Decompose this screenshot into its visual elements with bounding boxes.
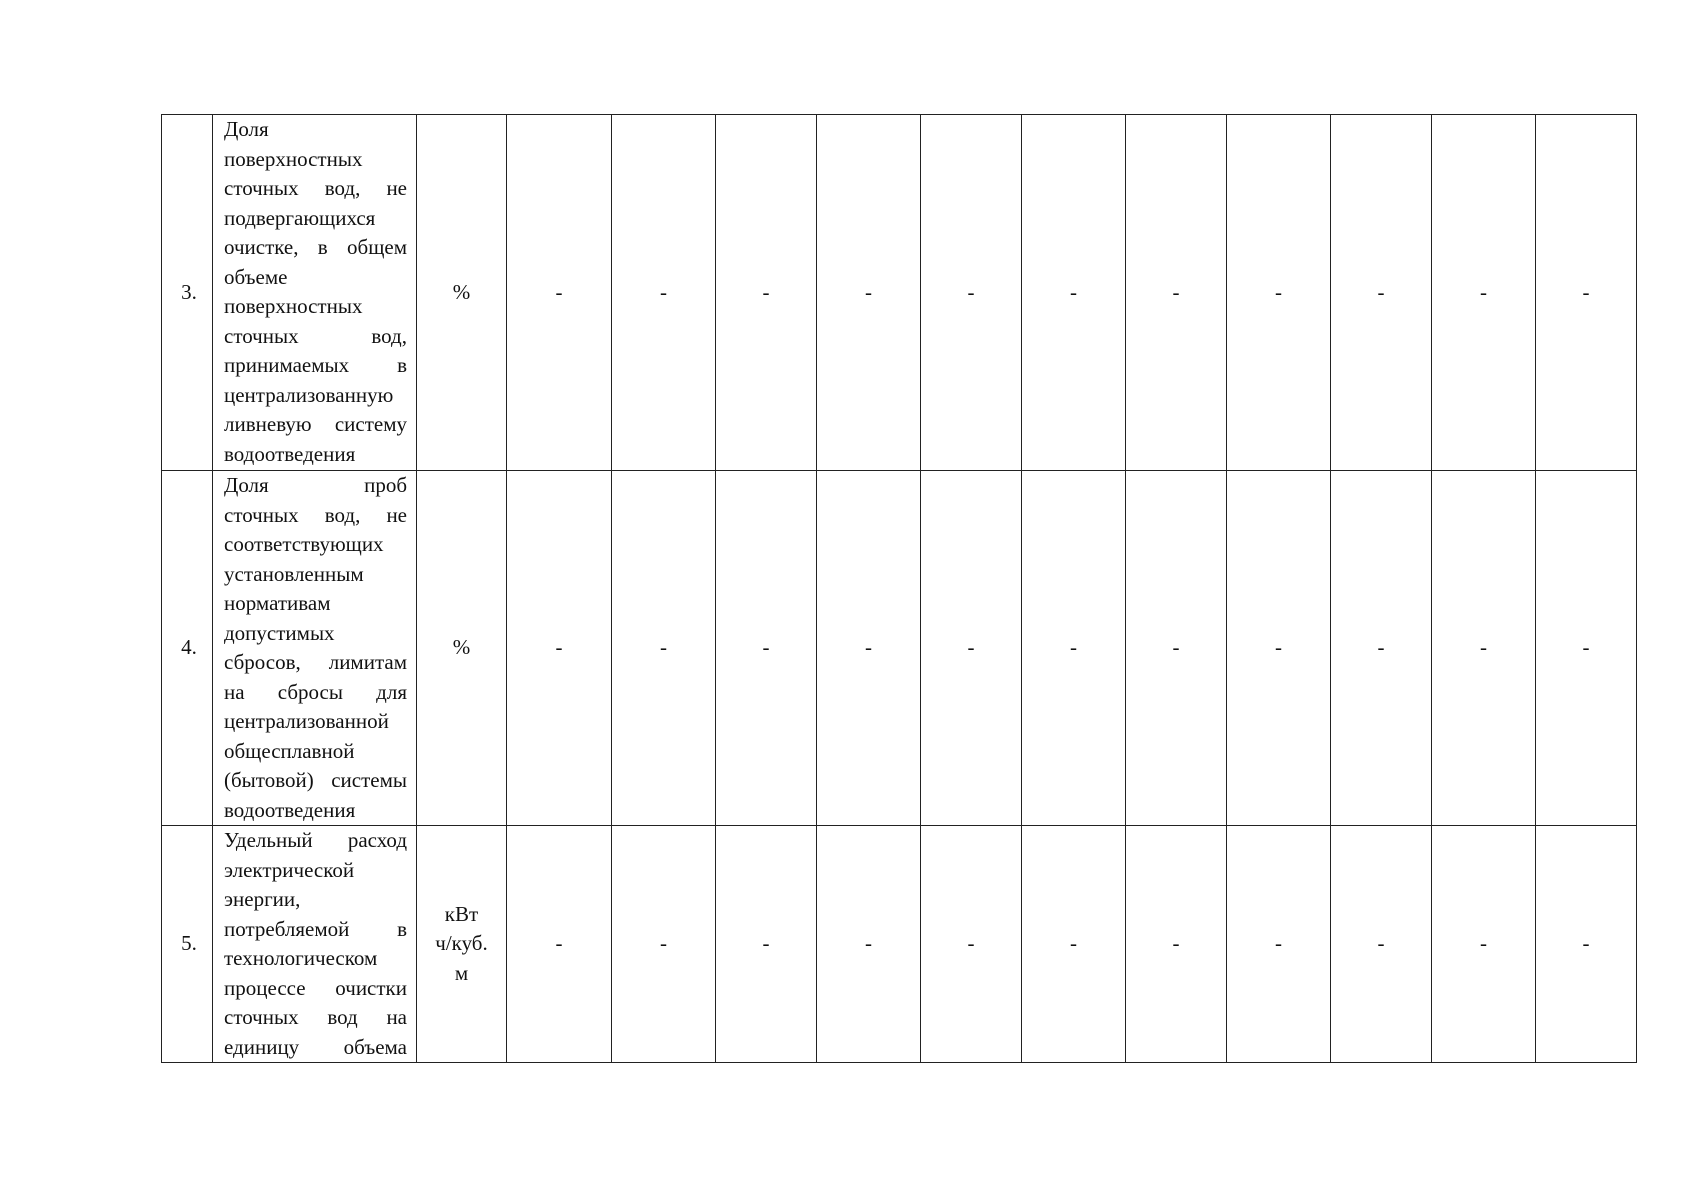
value-cell: - bbox=[1126, 826, 1227, 1063]
unit-line: % bbox=[452, 279, 471, 304]
description-line: энергии, bbox=[224, 887, 301, 911]
description-line: водоотведения bbox=[224, 797, 356, 822]
value-cell: - bbox=[1432, 471, 1536, 826]
table-row bbox=[162, 826, 1637, 1063]
description-line: на сбросы для bbox=[224, 679, 407, 704]
description-line: Удельный расход bbox=[224, 828, 407, 852]
description-line: централизованной bbox=[224, 709, 389, 733]
value-cell: - bbox=[1331, 826, 1432, 1063]
value-cell: - bbox=[507, 471, 612, 826]
unit-line: ч/куб. bbox=[435, 931, 488, 956]
description-line: Доля bbox=[224, 117, 269, 141]
unit-line: м bbox=[454, 960, 469, 985]
description-line: централизованную bbox=[224, 382, 394, 407]
value-cell: - bbox=[921, 826, 1022, 1063]
table-body bbox=[162, 115, 1637, 1063]
value-cell: - bbox=[716, 471, 817, 826]
value-cell: - bbox=[1227, 471, 1331, 826]
description-line: подвергающихся bbox=[224, 205, 376, 230]
description-line: нормативам bbox=[224, 591, 331, 615]
value-cell: - bbox=[1126, 471, 1227, 826]
description-line: сточных вод на bbox=[224, 1005, 407, 1029]
description-line: принимаемых в bbox=[224, 353, 407, 377]
row-description bbox=[213, 471, 417, 826]
value-cell: - bbox=[612, 471, 716, 826]
description-line: (бытовой) системы bbox=[224, 768, 407, 792]
value-cell: - bbox=[1331, 471, 1432, 826]
description-line: технологическом bbox=[224, 946, 378, 970]
description-line: очистке, в общем bbox=[224, 235, 407, 259]
description-line: поверхностных bbox=[224, 294, 363, 318]
description-line: потребляемой в bbox=[224, 916, 407, 941]
value-cell: - bbox=[1022, 471, 1126, 826]
row-unit bbox=[417, 826, 507, 1063]
description-line: электрической bbox=[224, 857, 355, 882]
value-cell: - bbox=[1022, 115, 1126, 471]
description-line: общесплавной bbox=[224, 738, 355, 763]
row-number: 4. bbox=[162, 471, 213, 826]
description-line: сточных вод, не bbox=[224, 176, 407, 200]
value-cell: - bbox=[1331, 115, 1432, 471]
value-cell: - bbox=[1227, 115, 1331, 471]
description-line: установленным bbox=[224, 561, 364, 586]
value-cell: - bbox=[1536, 115, 1637, 471]
row-description bbox=[213, 826, 417, 1063]
description-line: допустимых bbox=[224, 620, 335, 645]
value-cell: - bbox=[507, 826, 612, 1063]
description-line: ливневую систему bbox=[224, 412, 407, 436]
value-cell: - bbox=[817, 115, 921, 471]
row-description bbox=[213, 115, 417, 471]
row-unit bbox=[417, 471, 507, 826]
value-cell: - bbox=[716, 115, 817, 471]
table-row bbox=[162, 471, 1637, 826]
value-cell: - bbox=[612, 826, 716, 1063]
value-cell: - bbox=[1022, 826, 1126, 1063]
description-line: водоотведения bbox=[224, 441, 356, 466]
value-cell: - bbox=[921, 115, 1022, 471]
value-cell: - bbox=[1227, 826, 1331, 1063]
description-line: единицу объема bbox=[224, 1034, 407, 1059]
description-line: объеме bbox=[224, 264, 288, 289]
description-line: поверхностных bbox=[224, 146, 363, 171]
unit-line: кВт bbox=[444, 901, 479, 926]
value-cell: - bbox=[817, 471, 921, 826]
value-cell: - bbox=[817, 826, 921, 1063]
description-line: Доля проб bbox=[224, 473, 407, 497]
value-cell: - bbox=[612, 115, 716, 471]
value-cell: - bbox=[921, 471, 1022, 826]
description-line: сбросов, лимитам bbox=[224, 650, 407, 674]
row-number: 3. bbox=[162, 115, 213, 471]
row-number: 5. bbox=[162, 826, 213, 1063]
value-cell: - bbox=[1432, 115, 1536, 471]
value-cell: - bbox=[1126, 115, 1227, 471]
unit-line: % bbox=[452, 635, 471, 660]
value-cell: - bbox=[716, 826, 817, 1063]
description-line: сточных вод, bbox=[224, 323, 407, 348]
value-cell: - bbox=[1432, 826, 1536, 1063]
value-cell: - bbox=[507, 115, 612, 471]
table-row bbox=[162, 115, 1637, 471]
value-cell: - bbox=[1536, 826, 1637, 1063]
indicators-table bbox=[161, 114, 1637, 1063]
row-unit bbox=[417, 115, 507, 471]
description-line: соответствующих bbox=[224, 532, 384, 556]
description-line: процессе очистки bbox=[224, 975, 407, 1000]
description-line: сточных вод, не bbox=[224, 502, 407, 527]
value-cell: - bbox=[1536, 471, 1637, 826]
